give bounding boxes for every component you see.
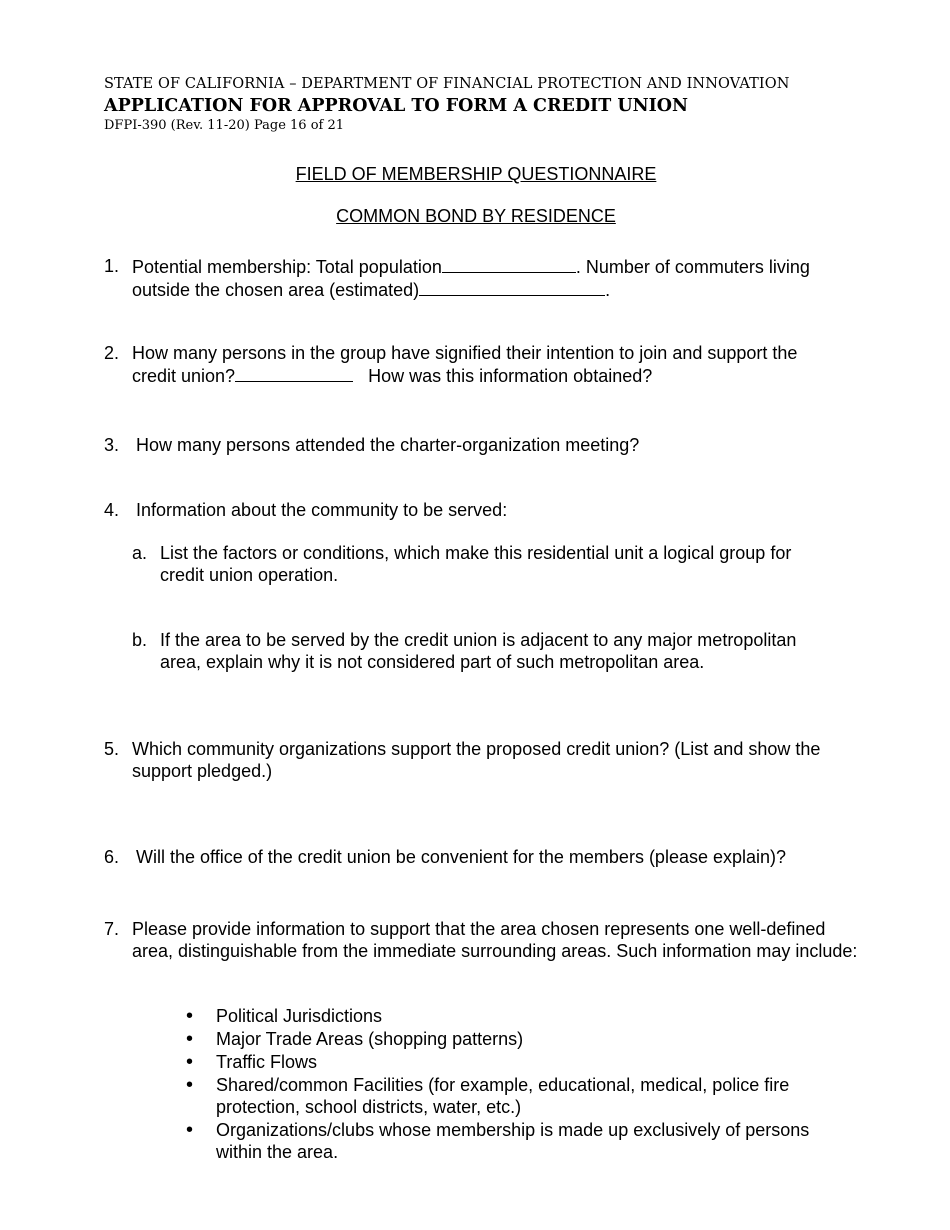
- question-2: [132, 343, 892, 387]
- question-7-number: 7.: [104, 919, 120, 939]
- list-item: Organizations/clubs whose membership is made up exclusively of persons within the area.: [216, 1120, 810, 1162]
- question-6: Will the office of the credit union be convenient for the members (please explain)?: [136, 847, 787, 867]
- page-title: FIELD OF MEMBERSHIP QUESTIONNAIRE: [295, 164, 657, 184]
- question-4: Information about the community to be served:: [136, 500, 508, 520]
- commuters-blank[interactable]: [419, 279, 605, 296]
- bullet-icon: •: [186, 1028, 194, 1050]
- question-6-number: 6.: [104, 847, 120, 867]
- question-4b-label: b.: [132, 630, 148, 650]
- population-blank[interactable]: [442, 256, 576, 273]
- question-4a-label: a.: [132, 543, 148, 563]
- list-item: Major Trade Areas (shopping patterns): [216, 1029, 524, 1049]
- bullet-icon: •: [186, 1051, 194, 1073]
- question-4a: List the factors or conditions, which make this residential unit a logical group for credit union operation.: [160, 543, 792, 585]
- question-4b: If the area to be served by the credit union is adjacent to any major metropolitan area, explain why it is not considered part of such metropolitan area.: [160, 630, 797, 672]
- question-1-text-a: Potential membership: Total population: [132, 257, 442, 277]
- question-3-number: 3.: [104, 435, 120, 455]
- list-item: Political Jurisdictions: [216, 1006, 383, 1026]
- question-2-text-b: credit union?: [132, 365, 236, 386]
- question-4-number: 4.: [104, 500, 120, 520]
- question-2-text-a: How many persons in the group have signified their intention to join and support the: [132, 343, 798, 363]
- question-1-text-d: .: [605, 279, 611, 300]
- form-id: DFPI-390 (Rev. 11-20) Page 16 of 21: [104, 118, 345, 133]
- question-2-text-c: How was this information obtained?: [368, 365, 653, 386]
- supporters-blank[interactable]: [235, 365, 353, 382]
- list-item: Traffic Flows: [216, 1052, 318, 1072]
- question-5-number: 5.: [104, 739, 120, 759]
- question-1-number: 1.: [104, 256, 120, 276]
- form-title: APPLICATION FOR APPROVAL TO FORM A CREDIT UNION: [104, 96, 689, 116]
- bullet-icon: •: [186, 1119, 194, 1141]
- bullet-icon: •: [186, 1074, 194, 1096]
- question-1-text-b: . Number of commuters living: [575, 257, 810, 277]
- list-item: Shared/common Facilities (for example, educational, medical, police fire protection, school districts, water, etc.): [216, 1075, 790, 1117]
- question-3: How many persons attended the charter-organization meeting?: [136, 435, 640, 455]
- question-2-number: 2.: [104, 343, 120, 363]
- agency-header: STATE OF CALIFORNIA – DEPARTMENT OF FINANCIAL PROTECTION AND INNOVATION: [104, 76, 790, 92]
- section-title: COMMON BOND BY RESIDENCE: [336, 206, 616, 226]
- question-5: Which community organizations support the proposed credit union? (List and show the support pledged.): [132, 739, 821, 781]
- bullet-icon: •: [186, 1005, 194, 1027]
- question-1-text-c: outside the chosen area (estimated): [132, 279, 420, 300]
- question-7: Please provide information to support that the area chosen represents one well-defined area, distinguishable from the immediate surrounding areas. Such information may include:: [132, 919, 858, 961]
- question-1: [132, 256, 892, 301]
